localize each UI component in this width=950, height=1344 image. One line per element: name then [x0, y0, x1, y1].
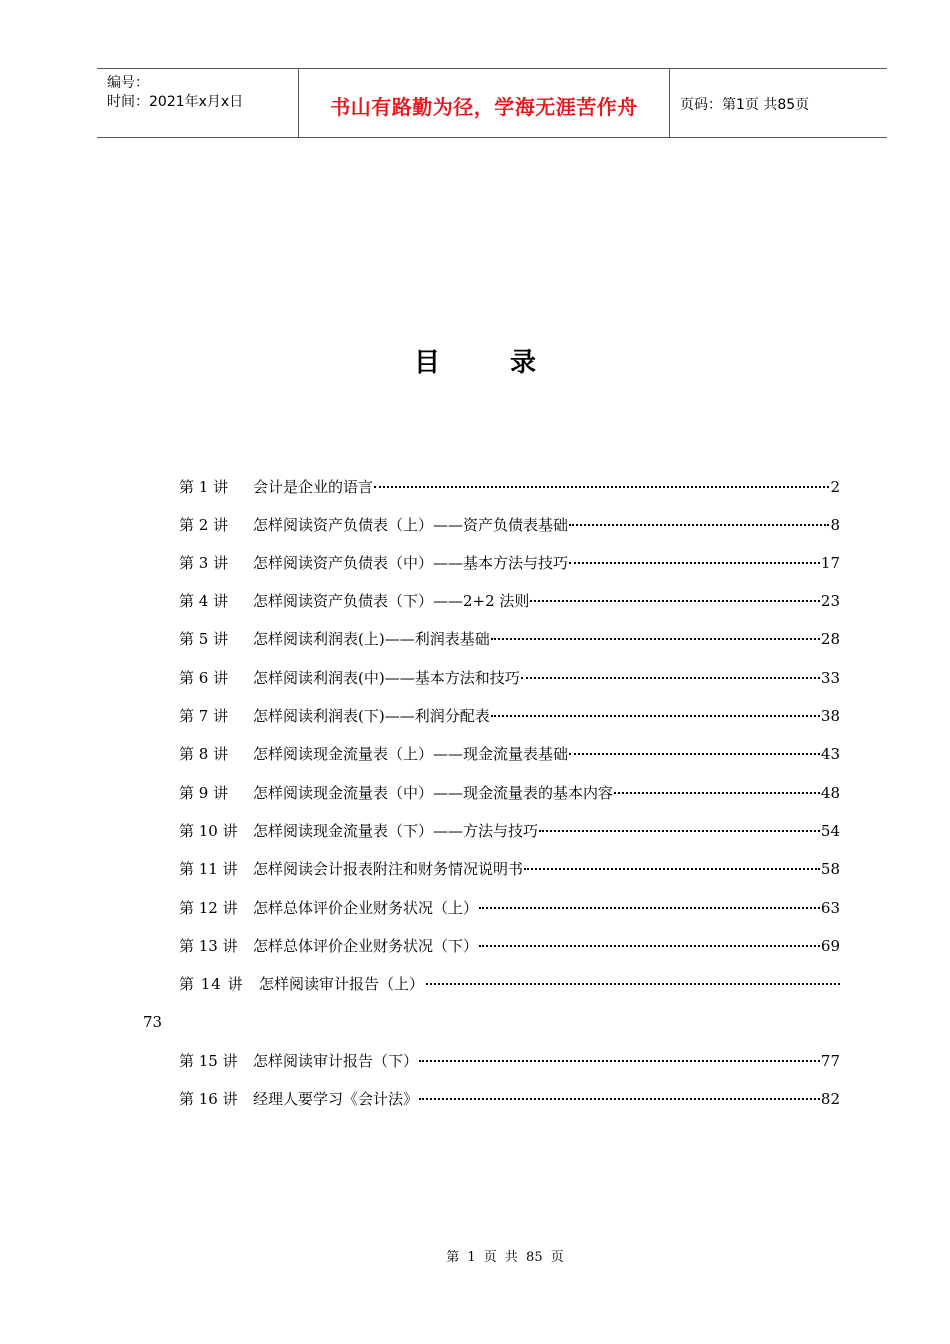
toc-entry-title: 怎样阅读利润表(下)——利润分配表 [253, 707, 490, 725]
toc-entry-title: 怎样阅读会计报表附注和财务情况说明书 [253, 860, 524, 878]
toc-leader-dots [479, 945, 820, 947]
toc-entry[interactable] [179, 1050, 840, 1074]
toc-entry-title: 怎样总体评价企业财务状况（下） [253, 937, 479, 955]
toc-page-number: 2 [830, 478, 840, 496]
toc-entry-title: 经理人要学习《会计法》 [253, 1090, 419, 1108]
toc-leader-dots [569, 562, 820, 564]
toc-entry[interactable] [179, 514, 840, 538]
toc-lecture-number: 第 3 讲 [179, 554, 229, 572]
toc-leader-dots [539, 830, 820, 832]
toc-entry[interactable] [179, 897, 840, 921]
toc-entry-title: 怎样阅读现金流量表（下）——方法与技巧 [253, 822, 539, 840]
toc-lecture-number: 第 16 讲 [179, 1090, 238, 1108]
toc-entry[interactable] [179, 590, 840, 614]
toc-leader-dots [479, 907, 820, 909]
toc-page-number: 33 [820, 669, 840, 687]
toc-lecture-number: 第 15 讲 [179, 1052, 238, 1070]
toc-entry-title: 会计是企业的语言 [253, 478, 374, 496]
toc-entry[interactable] [179, 858, 840, 882]
toc-lecture-number: 第 13 讲 [179, 937, 238, 955]
header-page-code: 页码：第1页 共85页 [680, 97, 810, 113]
toc-entry-title: 怎样总体评价企业财务状况（上） [253, 899, 479, 917]
toc-lecture-number: 第 12 讲 [179, 899, 238, 917]
toc-page-number: 23 [820, 592, 840, 610]
toc-leader-dots [419, 1098, 820, 1100]
toc-page-number: 54 [820, 822, 840, 840]
toc-entry[interactable] [179, 935, 840, 959]
toc-leader-dots [521, 677, 820, 679]
toc-entry[interactable] [179, 476, 840, 500]
toc-entry[interactable] [179, 782, 840, 806]
toc-lecture-number: 第 11 讲 [179, 860, 238, 878]
toc-leader-dots [491, 715, 820, 717]
toc-lecture-number: 第 10 讲 [179, 822, 238, 840]
toc-page-number: 58 [820, 860, 840, 878]
toc-entry[interactable] [179, 1088, 840, 1112]
toc-entry[interactable] [179, 667, 840, 691]
toc-entry-title: 怎样阅读现金流量表（中）——现金流量表的基本内容 [253, 784, 614, 802]
toc-leader-dots [569, 524, 829, 526]
toc-entry[interactable] [179, 743, 840, 767]
toc-page-number: 82 [820, 1090, 840, 1108]
toc-page-number: 38 [820, 707, 840, 725]
toc-lecture-number: 第 6 讲 [179, 669, 229, 687]
toc-entry-title: 怎样阅读利润表(中)——基本方法和技巧 [253, 669, 520, 687]
toc-leader-dots [374, 486, 829, 488]
toc-page-number: 73 [143, 1013, 163, 1031]
page-title: 目录 [413, 348, 606, 378]
toc-lecture-number: 第 9 讲 [179, 784, 229, 802]
toc-page-number: 63 [820, 899, 840, 917]
page-footer: 第 1 页 共 85 页 [446, 1250, 564, 1265]
toc-leader-dots [524, 868, 820, 870]
toc-entry[interactable] [179, 973, 840, 997]
toc-entry[interactable] [179, 820, 840, 844]
toc-leader-dots [491, 638, 820, 640]
toc-entry[interactable] [179, 705, 840, 729]
toc-entry-title: 怎样阅读审计报告（下） [253, 1052, 419, 1070]
toc-entry-title: 怎样阅读资产负债表（中）——基本方法与技巧 [253, 554, 569, 572]
toc-lecture-number: 第 4 讲 [179, 592, 229, 610]
document-code-label: 编号： [107, 75, 149, 91]
toc-leader-dots [419, 1060, 820, 1062]
toc-page-number: 69 [820, 937, 840, 955]
toc-leader-dots [426, 983, 840, 985]
toc-entry-title: 怎样阅读资产负债表（下）——2+2 法则 [253, 592, 530, 610]
toc-entry-title: 怎样阅读资产负债表（上）——资产负债表基础 [253, 516, 569, 534]
toc-leader-dots [530, 600, 819, 602]
toc-entry[interactable] [179, 628, 840, 652]
toc-lecture-number: 第 8 讲 [179, 745, 229, 763]
toc-entry-title: 怎样阅读审计报告（上） [259, 975, 425, 993]
toc-entry[interactable] [179, 552, 840, 576]
toc-page-number: 28 [820, 630, 840, 648]
toc-leader-dots [569, 753, 820, 755]
header-motto: 书山有路勤为径，学海无涯苦作舟 [330, 95, 638, 119]
toc-leader-dots [614, 792, 820, 794]
toc-lecture-number: 第 14 讲 [179, 975, 244, 993]
toc-page-number: 43 [820, 745, 840, 763]
toc-entry-title: 怎样阅读现金流量表（上）——现金流量表基础 [253, 745, 569, 763]
toc-entry-title: 怎样阅读利润表(上)——利润表基础 [253, 630, 490, 648]
toc-lecture-number: 第 5 讲 [179, 630, 229, 648]
toc-lecture-number: 第 7 讲 [179, 707, 229, 725]
toc-page-number: 8 [830, 516, 840, 534]
toc-page-number: 17 [820, 554, 840, 572]
document-time-label: 时间：2021年x月x日 [107, 94, 244, 110]
toc-lecture-number: 第 2 讲 [179, 516, 229, 534]
toc-page-number: 77 [820, 1052, 840, 1070]
toc-lecture-number: 第 1 讲 [179, 478, 229, 496]
toc-page-number: 48 [820, 784, 840, 802]
